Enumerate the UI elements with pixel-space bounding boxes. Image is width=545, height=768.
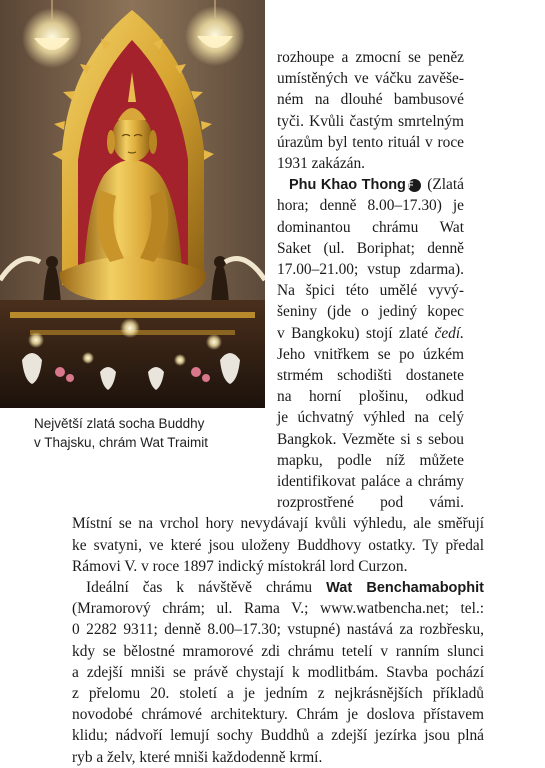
map-marker-icon: F — [408, 179, 421, 192]
column-line: Saket (ul. Boriphat; denně — [277, 239, 464, 257]
buddha-photo — [0, 0, 265, 408]
wat-benchamabophit-name: Wat Benchamabophit — [326, 580, 484, 596]
cedi-term: čedí. — [434, 324, 464, 342]
line-text: v Bangkoku) stojí zlaté — [277, 324, 429, 342]
full-line: Místní se na vrchol hory nevydávají kvůli výhledu, ale směřují — [72, 515, 484, 533]
column-line: Jeho vnitřkem se po úzkém — [277, 345, 464, 363]
full-line: z přelomu 20. století a je jedním z nejkrásnějších příkladů — [72, 685, 484, 702]
column-line: strmém schodišti dostanete — [277, 367, 464, 384]
column-line: 1931 zakázán. — [277, 155, 366, 172]
benchamabophit-first-line — [86, 578, 484, 598]
golden-buddha-illustration — [0, 0, 265, 408]
column-line: úrazům byl tento rituál v roce — [277, 133, 464, 151]
phu-khao-thong-name: Phu Khao Thong — [289, 177, 406, 194]
column-line: 17.00–21.00; vstup zdarma). — [277, 261, 464, 278]
column-line: hora; denně 8.00–17.30) je — [277, 197, 464, 215]
full-line: novodobé chrámové architektury. Chrám je doslova přístavem — [72, 706, 484, 724]
column-line: identifikovat paláce a chrámy — [277, 473, 464, 490]
full-line: ryb a želv, které mniši každodenně krmí. — [72, 748, 323, 766]
column-line: mapku, podle níž můžete — [277, 451, 464, 469]
column-line — [277, 324, 464, 344]
full-line: 0 2282 9311; denně 8.00–17.30; vstupné) nastává za rozbřesku, — [72, 621, 484, 639]
full-line: klidu; nádvoří lemují sochy Buddhů a zdejší jezírka jsou plná — [72, 727, 484, 745]
column-line: rozhoupe a zmocní se peněz — [277, 49, 464, 66]
column-line: umístěných ve váčku zavěše- — [277, 70, 464, 88]
caption-line: v Thajsku, chrám Wat Traimit — [34, 435, 209, 450]
photo-caption — [34, 414, 264, 452]
column-line: rozprostřené pod vámi. — [277, 494, 464, 512]
caption-line: Největší zlatá socha Buddhy — [34, 416, 205, 431]
full-line: kdy se bělostné mramorové zdi chrámu tetelí v ranním slunci — [72, 642, 484, 660]
column-line: dominantou chrámu Wat — [277, 218, 464, 236]
phu-khao-thong-first-rest: (Zlatá — [427, 176, 464, 194]
column-line: šeniny (jde o jediný kopec — [277, 303, 464, 321]
column-line: na horní plošinu, odkud — [277, 388, 464, 406]
column-line: Bangkok. Vezměte si s sebou — [277, 430, 464, 448]
full-line: ke svatyni, ve které jsou uloženy Buddhovy ostatky. Ty předal — [72, 536, 484, 554]
column-line: ném na dlouhé bambusové — [277, 91, 464, 109]
column-line: je úchvatný výhled na celý — [277, 409, 464, 427]
full-line: (Mramorový chrám; ul. Rama V.; www.watbencha.net; tel.: — [72, 600, 484, 618]
column-line: Na špici této umělé vyvý- — [277, 282, 464, 300]
line-text: Ideální čas k návštěvě chrámu — [86, 579, 313, 596]
phu-khao-thong-heading-line — [289, 175, 464, 195]
full-line: a zdejší mniši se právě chystají k modlitbám. Stavba pochází — [72, 663, 484, 681]
full-line: Rámovi V. v roce 1897 indický místokrál lord Curzon. — [72, 557, 408, 575]
column-line: tyči. Kvůli častým smrtelným — [277, 112, 464, 130]
